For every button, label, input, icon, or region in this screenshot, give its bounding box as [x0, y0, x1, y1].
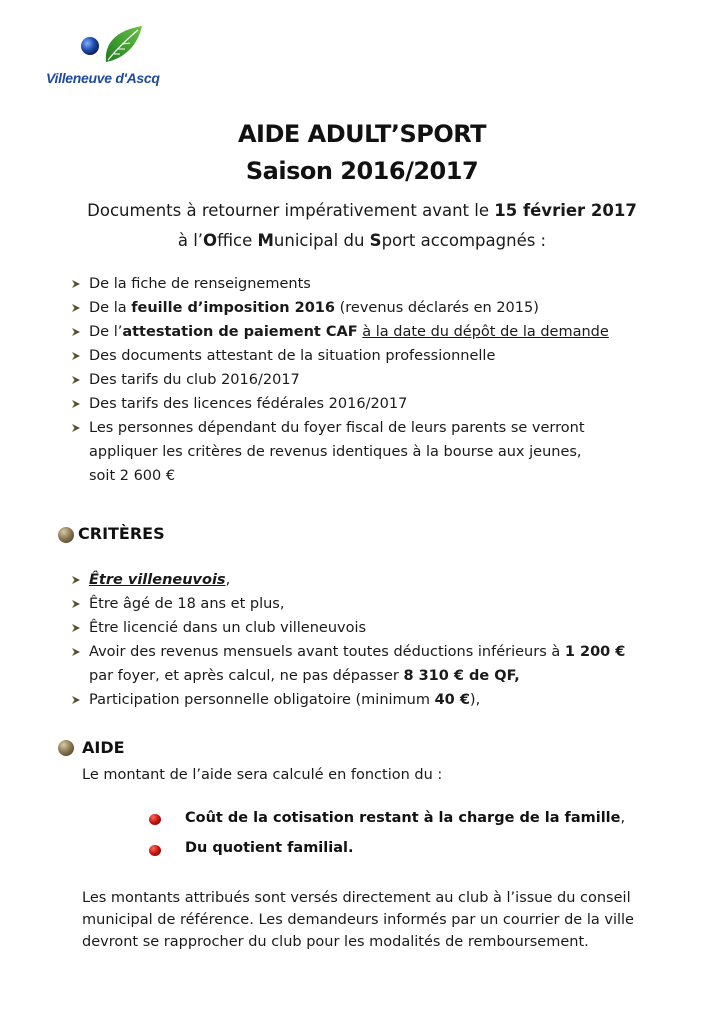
criteres-list: [71, 568, 721, 712]
list-item-text: Être licencié dans un club villeneuvois: [89, 620, 367, 636]
arrow-bullet-icon: [71, 303, 81, 313]
list-item: [71, 368, 721, 392]
list-item-text: par foyer, et après calcul, ne pas dépasser: [89, 668, 404, 684]
list-item-text: ),: [469, 692, 481, 708]
list-item-bold: feuille d’imposition 2016: [131, 300, 335, 316]
arrow-bullet-icon: [71, 599, 81, 609]
intro-text: ffice: [217, 231, 258, 250]
list-item-text: Des tarifs des licences fédérales 2016/2017: [89, 396, 408, 412]
list-item-text: soit 2 600 €: [89, 468, 176, 484]
list-item: [71, 392, 721, 416]
page-subtitle: Saison 2016/2017: [245, 157, 479, 185]
list-item: [71, 296, 721, 320]
logo-text: Villeneuve d'Ascq: [46, 70, 160, 86]
intro-text: port accompagnés :: [381, 231, 547, 250]
list-item-text: De l’: [89, 324, 123, 340]
list-item: [71, 344, 721, 368]
paragraph-line: Les montants attribués sont versés directement au club à l’issue du conseil: [82, 890, 631, 906]
list-item-text: Être âgé de 18 ans et plus,: [89, 596, 285, 612]
aide-intro: Le montant de l’aide sera calculé en fonction du :: [82, 767, 443, 783]
list-item-text: Des tarifs du club 2016/2017: [89, 372, 300, 388]
list-item-text: Avoir des revenus mensuels avant toutes déductions inférieurs à: [89, 644, 565, 660]
minimum-amount: 40 €: [434, 692, 470, 708]
villeneuve-logo: [46, 24, 176, 94]
intro-line-1: [0, 201, 724, 220]
list-item-text: Les personnes dépendant du foyer fiscal de leurs parents se verront: [89, 420, 585, 436]
section-bullet-icon: [58, 527, 74, 543]
initial-s: S: [369, 231, 382, 250]
arrow-bullet-icon: [71, 399, 81, 409]
aide-item-2: Du quotient familial.: [185, 840, 354, 856]
arrow-bullet-icon: [71, 623, 81, 633]
qf-limit: 8 310 € de QF,: [403, 668, 520, 684]
arrow-bullet-icon: [71, 351, 81, 361]
list-item: [71, 640, 721, 688]
deadline-date: 15 février 2017: [494, 201, 637, 220]
list-item-text: ,: [225, 572, 231, 588]
list-item: [71, 616, 721, 640]
list-item: [71, 688, 721, 712]
criteres-heading: CRITÈRES: [78, 524, 165, 543]
arrow-bullet-icon: [71, 279, 81, 289]
list-item-text: De la: [89, 300, 132, 316]
aide-item-text: ,: [620, 810, 626, 826]
aide-heading: AIDE: [82, 738, 125, 757]
list-item-bold: attestation de paiement CAF: [122, 324, 358, 340]
list-item-underlined: à la date du dépôt de la demande: [362, 324, 609, 340]
arrow-bullet-icon: [71, 695, 81, 705]
intro-line-2: [0, 231, 724, 250]
aide-item-1: [185, 810, 625, 826]
arrow-bullet-icon: [71, 423, 81, 433]
initial-m: M: [257, 231, 274, 250]
income-limit: 1 200 €: [564, 644, 626, 660]
list-item: [71, 592, 721, 616]
intro-text: Documents à retourner impérativement avant le: [87, 201, 495, 220]
list-item: [71, 416, 721, 488]
arrow-bullet-icon: [71, 575, 81, 585]
list-item: [71, 320, 721, 344]
arrow-bullet-icon: [71, 647, 81, 657]
arrow-bullet-icon: [71, 375, 81, 385]
list-item-text: (revenus déclarés en 2015): [334, 300, 539, 316]
paragraph-line: municipal de référence. Les demandeurs informés par un courrier de la ville: [82, 912, 634, 928]
documents-list: [71, 272, 721, 488]
intro-text: unicipal du: [273, 231, 370, 250]
section-bullet-icon: [58, 740, 74, 756]
list-item-text: Participation personnelle obligatoire (minimum: [89, 692, 435, 708]
red-bullet-icon: [149, 845, 161, 856]
paragraph-line: devront se rapprocher du club pour les modalités de remboursement.: [82, 934, 589, 950]
list-item-bold: Être villeneuvois: [89, 572, 226, 588]
red-bullet-icon: [149, 814, 161, 825]
list-item-text: Des documents attestant de la situation professionnelle: [89, 348, 496, 364]
arrow-bullet-icon: [71, 327, 81, 337]
page-title: AIDE ADULT’SPORT: [237, 120, 487, 148]
list-item: [71, 568, 721, 592]
leaf-ball-icon: [46, 24, 176, 72]
list-item-text: De la fiche de renseignements: [89, 276, 311, 292]
initial-o: O: [203, 231, 218, 250]
intro-text: à l’: [177, 231, 204, 250]
list-item: [71, 272, 721, 296]
aide-paragraph: [82, 887, 712, 953]
list-item-text: appliquer les critères de revenus identiques à la bourse aux jeunes,: [89, 444, 582, 460]
aide-item-text: Coût de la cotisation restant à la charge de la famille: [185, 810, 621, 826]
